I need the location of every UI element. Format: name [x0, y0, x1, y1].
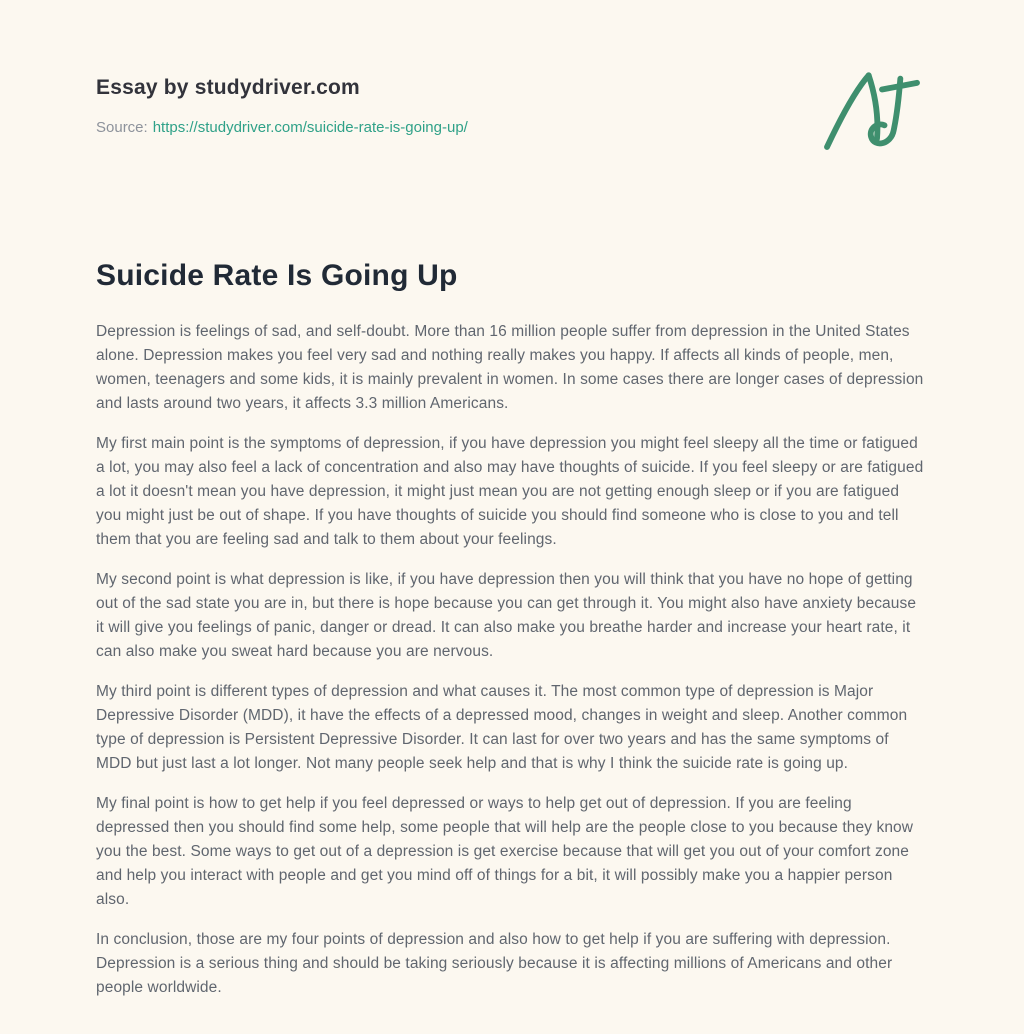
essay-paragraph-3: My second point is what depression is like, if you have depression then you will think that you have no hope of getting out of the sad state you are in, but there is hope because you can get through it. You might also have anxiety because it will give you feelings of panic, danger or dread. It can also make you breathe harder and increase your heart rate, it can also make you sweat hard because you are nervous. — [96, 571, 917, 660]
source-link[interactable]: https://studydriver.com/suicide-rate-is-going-up/ — [152, 119, 468, 136]
studydriver-logo-icon — [822, 70, 922, 159]
essay-paragraph-6: In conclusion, those are my four points of depression and also how to get help if you are suffering with depression. Depression is a serious thing and should be taking seriously because it is affecting millions of Americans and other people worldwide. — [96, 931, 893, 996]
page-header — [96, 76, 928, 159]
essay-byline: Essay by studydriver.com — [96, 76, 360, 99]
essay-title: Suicide Rate Is Going Up — [96, 259, 458, 292]
source-label: Source: — [96, 119, 148, 136]
essay-paragraph-1: Depression is feelings of sad, and self-doubt. More than 16 million people suffer from depression in the United States alone. Depression makes you feel very sad and nothing really makes you happy. If affects all kinds of people, men, women, teenagers and some kids, it is mainly prevalent in women. In some cases there are longer cases of depression and lasts around two years, it affects 3.3 million Americans. — [96, 323, 924, 412]
header-text-block — [96, 76, 468, 136]
essay-paragraph-2: My first main point is the symptoms of depression, if you have depression you might feel sleepy all the time or fatigued a lot, you may also feel a lack of concentration and also may have thoughts of suicide. If you feel sleepy or are fatigued a lot it doesn't mean you have depression, it might just mean you are not getting enough sleep or if you are fatigued you might just be out of shape. If you have thoughts of suicide you should find someone who is close to you and tell them that you are feeling sad and talk to them about your feelings. — [96, 435, 924, 548]
source-line — [96, 119, 468, 136]
essay-paragraph-4: My third point is different types of depression and what causes it. The most common type of depression is Major Depressive Disorder (MDD), it have the effects of a depressed mood, changes in weight and sleep. Another common type of depression is Persistent Depressive Disorder. It can last for over two years and has the same symptoms of MDD but just last a lot longer. Not many people seek help and that is why I think the suicide rate is going up. — [96, 683, 908, 772]
essay-paragraph-5: My final point is how to get help if you feel depressed or ways to help get out of depression. If you are feeling depressed then you should find some help, some people that will help are the people close to you because they know you the best. Some ways to get out of a depression is get exercise because that will get you out of your comfort zone and help you interact with people and get you mind off of things for a bit, it will possibly make you a happier person also. — [96, 795, 914, 908]
essay-body — [96, 320, 928, 1000]
